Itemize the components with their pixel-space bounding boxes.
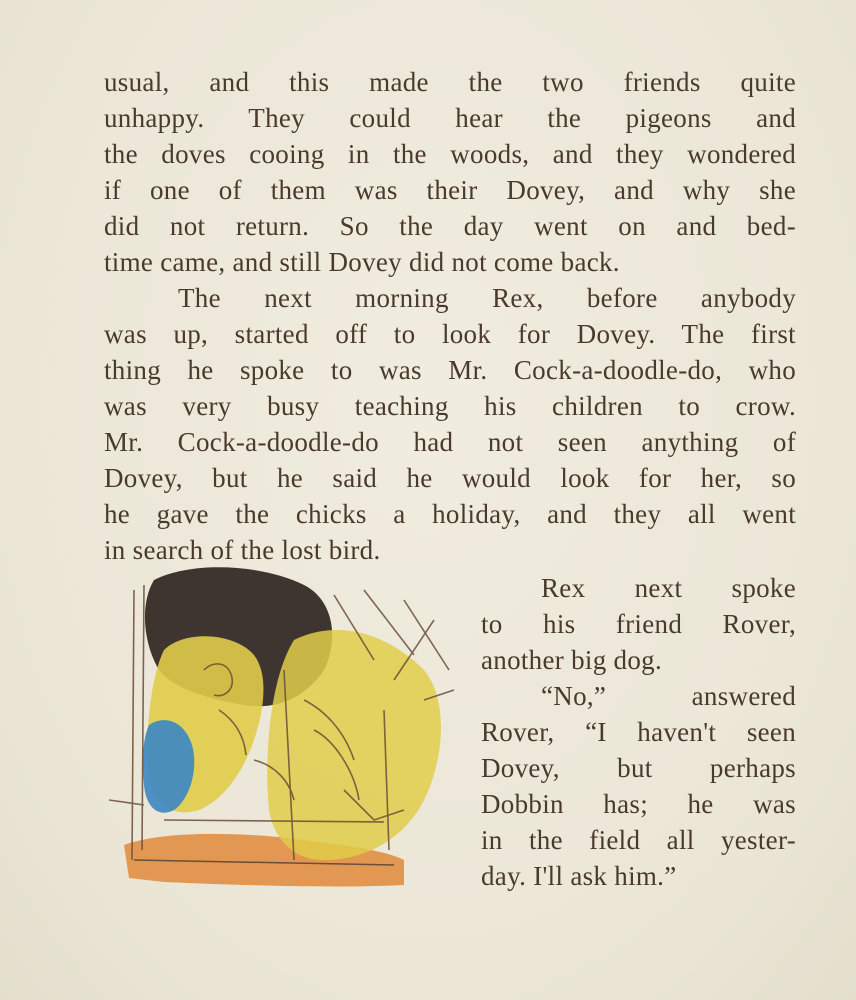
text-line: usual, and this made the two friends quite	[104, 67, 796, 97]
text-line: did not return. So the day went on and bed-	[104, 211, 796, 241]
text-line: to his friend Rover,	[481, 609, 796, 639]
text-line: time came, and still Dovey did not come back.	[104, 247, 620, 277]
text-line: Mr. Cock-a-doodle-do had not seen anything of	[104, 427, 796, 457]
text-line: Rex next spoke	[541, 573, 796, 603]
text-line: The next morning Rex, before anybody	[178, 283, 796, 313]
text-line: Dobbin has; he was	[481, 789, 796, 819]
text-line: unhappy. They could hear the pigeons and	[104, 103, 796, 133]
text-line: Rover, “I haven't seen	[481, 717, 796, 747]
text-line: if one of them was their Dovey, and why she	[104, 175, 796, 205]
text-line: day. I'll ask him.”	[481, 861, 677, 891]
text-line: in search of the lost bird.	[104, 535, 381, 565]
text-line: the doves cooing in the woods, and they wondered	[104, 139, 796, 169]
text-line: he gave the chicks a holiday, and they all went	[104, 499, 796, 529]
text-line: in the field all yester-	[481, 825, 796, 855]
text-line: Dovey, but perhaps	[481, 753, 796, 783]
text-line: was up, started off to look for Dovey. The first	[104, 319, 796, 349]
text-line: “No,” answered	[541, 681, 796, 711]
text-line: was very busy teaching his children to crow.	[104, 391, 796, 421]
text-line: another big dog.	[481, 645, 663, 675]
text-line: Dovey, but he said he would look for her, so	[104, 463, 796, 493]
text-line: thing he spoke to was Mr. Cock-a-doodle-do, who	[104, 355, 796, 385]
hen-and-chicks-icon	[104, 560, 464, 905]
